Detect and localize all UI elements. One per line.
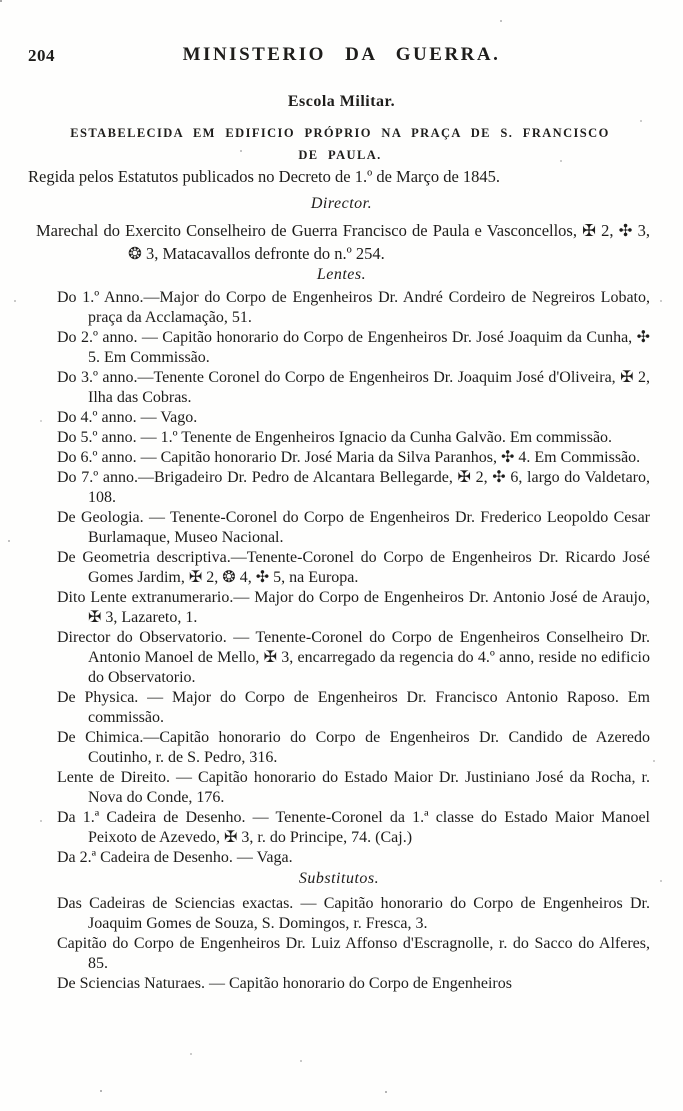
lente-entry-13: De Chimica.—Capitão honorario do Corpo de Engenheiros Dr. Candido de Azeredo Coutinho, r. de S. Pedro, 316.: [57, 729, 650, 766]
lente-entry-6: Do 6.º anno. — Capitão honorario Dr. José Maria da Silva Paranhos, ✣ 4. Em Commissão.: [57, 449, 641, 466]
lente-entry-1: Do 1.º Anno.—Major do Corpo de Engenheiros Dr. André Cordeiro de Negreiros Lobato, praça da Acclamação, 51.: [57, 289, 650, 326]
section-heading-director: Director.: [310, 195, 373, 212]
ministry-header-title: MINISTERIO DA GUERRA.: [182, 44, 501, 65]
lente-entry-7: Do 7.º anno.—Brigadeiro Dr. Pedro de Alcantara Bellegarde, ✠ 2, ✣ 6, largo do Valdetaro, 108.: [57, 469, 650, 506]
statute-line: Regida pelos Estatutos publicados no Decreto de 1.º de Março de 1845.: [28, 167, 501, 186]
lente-entry-16: Da 2.ª Cadeira de Desenho. — Vaga.: [57, 849, 293, 866]
section-heading-lentes: Lentes.: [316, 266, 367, 283]
page-number: 204: [28, 46, 55, 65]
established-line-2: DE PAULA.: [298, 148, 382, 162]
scan-speckle: [0, 0, 2, 2]
lente-entry-8: De Geologia. — Tenente-Coronel do Corpo de Engenheiros Dr. Frederico Leopoldo Cesar Burlamaque, Museo Nacional.: [57, 509, 650, 546]
lente-entry-2: Do 2.º anno. — Capitão honorario do Corpo de Engenheiros Dr. José Joaquim da Cunha, ✣ 5. Em Commissão.: [57, 329, 650, 366]
substituto-entry-3: De Sciencias Naturaes. — Capitão honorario do Corpo de Engenheiros: [57, 975, 512, 992]
lente-entry-11: Director do Observatorio. — Tenente-Coronel do Corpo de Engenheiros Conselheiro Dr. Antonio Manoel de Mello, ✠ 3, encarregado da regencia do 4.º anno, reside no edificio do Observatorio.: [57, 629, 650, 686]
faculty-list: [28, 288, 650, 994]
lente-entry-5: Do 5.º anno. — 1.º Tenente de Engenheiros Ignacio da Cunha Galvão. Em commissão.: [57, 429, 613, 446]
lente-entry-9: De Geometria descriptiva.—Tenente-Coronel do Corpo de Engenheiros Dr. Ricardo José Gomes Jardim, ✠ 2, ❂ 4, ✣ 5, na Europa.: [57, 549, 650, 586]
school-title: Escola Militar.: [287, 93, 396, 110]
section-heading-substitutos: Substitutos.: [298, 870, 380, 887]
substituto-entry-1: Das Cadeiras de Sciencias exactas. — Capitão honorario do Corpo de Engenheiros Dr. Joaquim Gomes de Souza, S. Domingos, r. Fresca, 3.: [57, 895, 650, 932]
lente-entry-12: De Physica. — Major do Corpo de Engenheiros Dr. Francisco Antonio Raposo. Em commissão.: [57, 689, 650, 726]
lente-entry-14: Lente de Direito. — Capitão honorario do Estado Maior Dr. Justiniano José da Rocha, r. Nova do Conde, 176.: [57, 769, 650, 806]
lente-entry-10: Dito Lente extranumerario.— Major do Corpo de Engenheiros Dr. Antonio José de Araujo, ✠ 3, Lazareto, 1.: [57, 589, 650, 626]
lente-entry-4: Do 4.º anno. — Vago.: [57, 409, 198, 426]
lente-entry-15: Da 1.ª Cadeira de Desenho. — Tenente-Coronel da 1.ª classe do Estado Maior Manoel Peixoto de Azevedo, ✠ 3, r. do Principe, 74. (Caj.): [57, 809, 650, 846]
substituto-entry-2: Capitão do Corpo de Engenheiros Dr. Luiz Affonso d'Escragnolle, r. do Sacco do Alferes, 85.: [57, 935, 650, 972]
director-entry: Marechal do Exercito Conselheiro de Guerra Francisco de Paula e Vasconcellos, ✠ 2, ✣ 3, ❂ 3, Matacavallos defronte do n.º 254.: [36, 221, 650, 263]
lente-entry-3: Do 3.º anno.—Tenente Coronel do Corpo de Engenheiros Dr. Joaquim José d'Oliveira, ✠ 2, Ilha das Cobras.: [57, 369, 650, 406]
established-line-1: ESTABELECIDA EM EDIFICIO PRÓPRIO NA PRAÇA DE S. FRANCISCO: [70, 126, 610, 140]
established-address: [30, 122, 650, 166]
